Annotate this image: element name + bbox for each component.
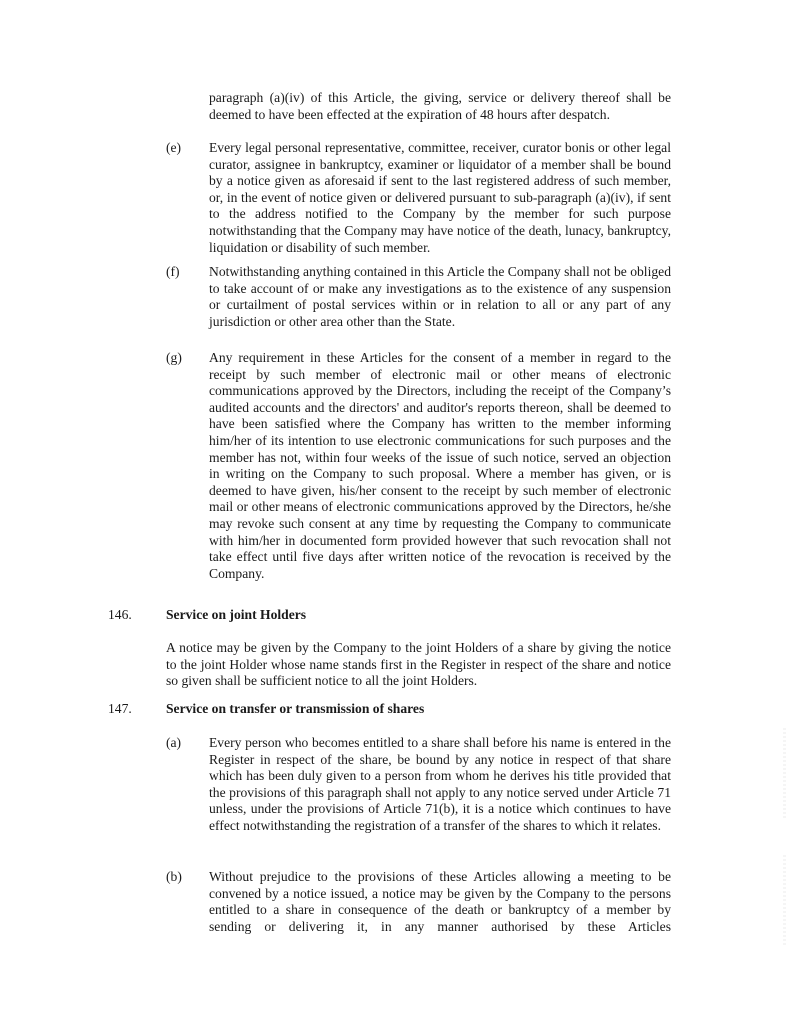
- item-text-f: Notwithstanding anything contained in this Article the Company shall not be obliged to take account of or make any investigations as to the existence of any suspension or curtailment of postal services within or in relation to all or any part of any jurisdiction or other area other than the State.: [209, 264, 671, 329]
- item-label-g: (g): [166, 350, 182, 365]
- item-text-147-b: Without prejudice to the provisions of these Articles allowing a meeting to be convened by a notice issued, a notice may be given by the Company to the persons entitled to a share in consequence of the death or bankruptcy of a member by sending or delivering it, in any manner authorised by these Articles: [209, 869, 671, 934]
- item-label-147-b: (b): [166, 869, 182, 884]
- scan-artifact: [783, 728, 786, 818]
- continuation-paragraph: paragraph (a)(iv) of this Article, the giving, service or delivery thereof shall be deemed to have been effected at the expiration of 48 hours after despatch.: [209, 90, 671, 122]
- section-number-146: 146.: [108, 607, 132, 622]
- section-heading-147: Service on transfer or transmission of shares: [166, 701, 425, 716]
- item-label-e: (e): [166, 140, 182, 155]
- scan-artifact: [783, 855, 786, 945]
- section-body-146: A notice may be given by the Company to the joint Holders of a share by giving the notice to the joint Holder whose name stands first in the Register in respect of the share and notice so given shall be sufficient notice to all the joint Holders.: [166, 640, 671, 689]
- item-label-f: (f): [166, 264, 180, 279]
- item-text-e: Every legal personal representative, committee, receiver, curator bonis or other legal curator, assignee in bankruptcy, examiner or liquidator of a member shall be bound by a notice given as aforesaid if sent to the last registered address of such member, or, in the event of notice given or delivered pursuant to sub-paragraph (a)(iv), if sent to the address notified to the Company by the member for such purpose notwithstanding that the Company may have notice of the death, lunacy, bankruptcy, liquidation or disability of such member.: [209, 140, 671, 255]
- section-heading-146: Service on joint Holders: [166, 607, 307, 622]
- item-text-147-a: Every person who becomes entitled to a share shall before his name is entered in the Register in respect of the share, be bound by any notice in respect of that share which has been duly given to a person from whom he derives his title provided that the provisions of this paragraph shall not apply to any notice served under Article 71 unless, under the provisions of Article 71(b), it is a notice which continues to have effect notwithstanding the registration of a transfer of the shares to which it relates.: [209, 735, 671, 833]
- item-label-147-a: (a): [166, 735, 182, 750]
- section-number-147: 147.: [108, 701, 132, 716]
- item-text-g: Any requirement in these Articles for the consent of a member in regard to the receipt by such member of electronic mail or other means of electronic communications approved by the Directors, including the receipt of the Company’s audited accounts and the directors' and auditor's reports thereon, shall be deemed to have been satisfied where the Company has written to the member informing him/her of its intention to use electronic communications for such purposes and the member has not, within four weeks of the issue of such notice, served an objection in writing on the Company to such proposal. Where a member has given, or is deemed to have given, his/her consent to the receipt by such member of electronic mail or other means of electronic communications approved by the Directors, he/she may revoke such consent at any time by requesting the Company to communicate with him/her in documented form provided however that such revocation shall not take effect until five days after written notice of the revocation is received by the Company.: [209, 350, 671, 581]
